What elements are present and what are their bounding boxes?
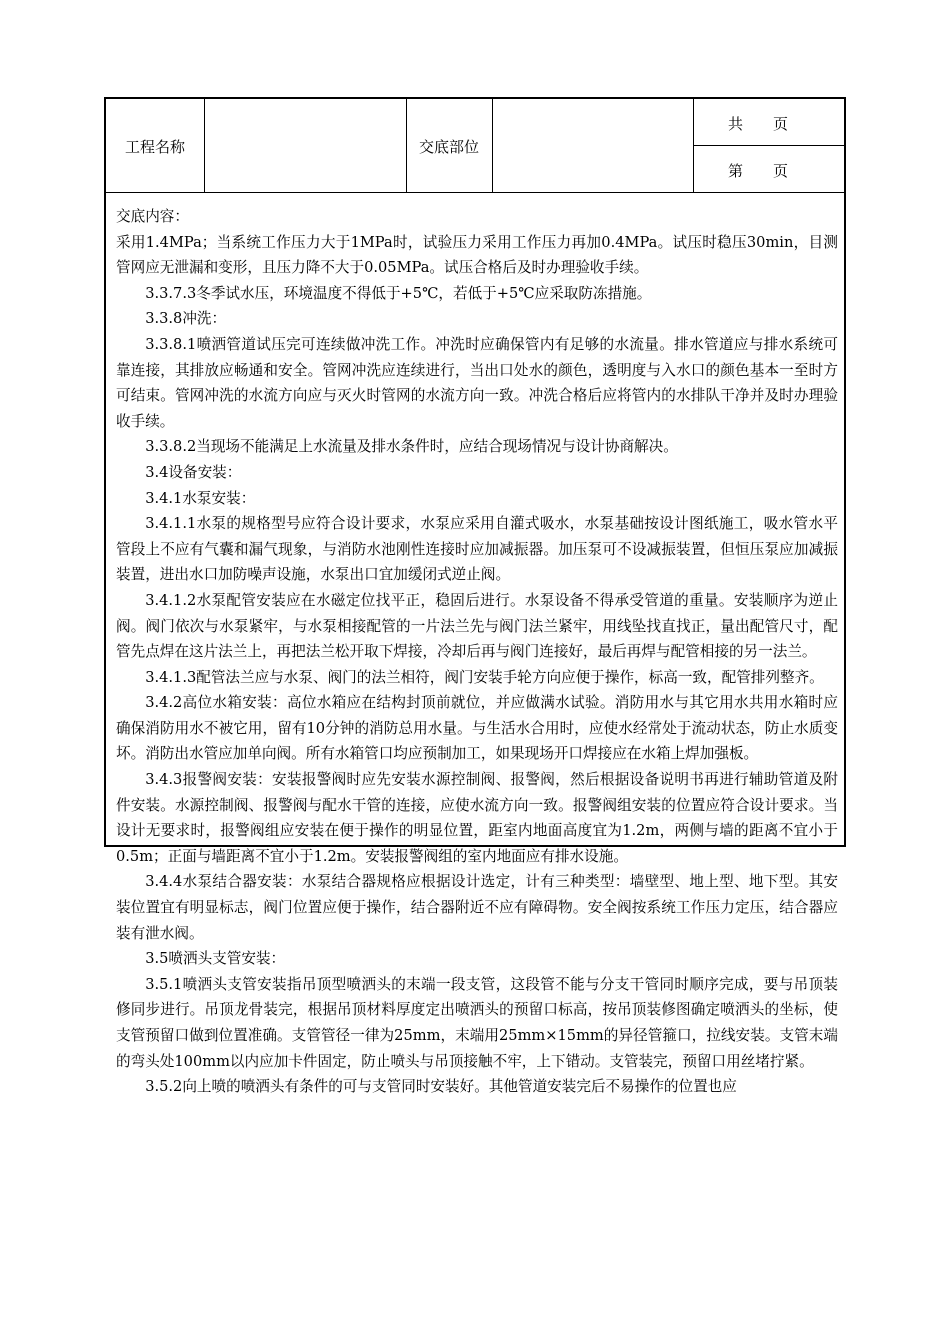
content-paragraph: 3.4.1水泵安装： <box>145 489 256 507</box>
content-paragraph: 3.4.1.1水泵的规格型号应符合设计要求，水泵应采用自灌式吸水，水泵基础按设计图纸施工，吸水管水平管段上不应有气囊和漏气现象，与消防水池刚性连接时应加减振器。加压泵可不设减振装置，但恒压泵应加减振装置，进出水口加防噪声设施，水泵出口宜加缓闭式逆止阀。 <box>116 515 838 584</box>
disclosure-content <box>116 204 838 1100</box>
content-paragraph: 采用1.4MPa；当系统工作压力大于1MPa时，试验压力采用工作压力再加0.4MPa。试压时稳压30min，目测管网应无泄漏和变形，且压力降不大于0.05MPa。试压合格后及时办理验收手续。 <box>116 233 838 277</box>
content-paragraph: 3.3.8.1喷洒管道试压完可连续做冲洗工作。冲洗时应确保管内有足够的水流量。排水管道应与排水系统可靠连接，其排放应畅通和安全。管网冲洗应连续进行，当出口处水的颜色，透明度与入水口的颜色基本一至时方可结束。管网冲洗的水流方向应与灭火时管网的水流方向一致。冲洗合格后应将管内的水排队干净并及时办理验收手续。 <box>116 335 838 430</box>
content-paragraph: 3.5.1喷洒头支管安装指吊顶型喷洒头的末端一段支管，这段管不能与分支干管同时顺序完成，要与吊顶装修同步进行。吊顶龙骨装完，根据吊顶材料厚度定出喷洒头的预留口标高，按吊顶装修图确定喷洒头的坐标，使支管预留口做到位置准确。支管管径一律为25mm，末端用25mm×15mm的异径管箍口，拉线安装。支管末端的弯头处100mm以内应加卡件固定，防止喷头与吊顶接触不牢，上下错动。支管装完，预留口用丝堵拧紧。 <box>116 975 838 1070</box>
content-paragraph: 3.5.2向上喷的喷洒头有条件的可与支管同时安装好。其他管道安装完后不易操作的位置也应 <box>145 1078 737 1096</box>
content-paragraph: 3.4.1.2水泵配管安装应在水磁定位找平正，稳固后进行。水泵设备不得承受管道的重量。安装顺序为逆止阀。阀门依次与水泵紧牢，与水泵相接配管的一片法兰先与阀门法兰紧牢，用线坠找直找正，量出配管尺寸，配管先点焊在这片法兰上，再把法兰松开取下焊接，冷却后再与阀门连接好，最后再焊与配管相接的另一法兰。 <box>116 591 838 661</box>
disclosure-part-label: 交底部位 <box>418 138 479 156</box>
content-paragraph: 3.4设备安装： <box>145 463 242 481</box>
content-paragraph: 3.3.8冲洗： <box>145 310 227 328</box>
content-paragraph: 3.3.8.2当现场不能满足上水流量及排水条件时，应结合现场情况与设计协商解决。 <box>145 438 678 456</box>
content-paragraph: 3.3.7.3冬季试水压，环境温度不得低于+5℃，若低于+5℃应采取防冻措施。 <box>145 284 652 302</box>
content-paragraph: 3.4.1.3配管法兰应与水泵、阀门的法兰相符，阀门安装手轮方向应便于操作，标高一致，配管排列整齐。 <box>145 668 824 686</box>
content-paragraph: 3.4.4水泵结合器安装：水泵结合器规格应根据设计选定，计有三种类型：墙壁型、地上型、地下型。其安装位置宜有明显标志，阀门位置应便于操作，结合器附近不应有障碍物。安全阀按系统工作压力定压，结合器应装有泄水阀。 <box>116 873 838 942</box>
content-paragraph: 3.4.3报警阀安装：安装报警阀时应先安装水源控制阀、报警阀，然后根据设备说明书再进行辅助管道及附件安装。水源控制阀、报警阀与配水干管的连接，应使水流方向一致。报警阀组安装的位置应符合设计要求。当设计无要求时，报警阀组应安装在便于操作的明显位置，距室内地面高度宜为1.2m，两侧与墙的距离不宜小于0.5m；正面与墙距离不宜小于1.2m。安装报警阀组的室内地面应有排水设施。 <box>116 771 838 865</box>
divider <box>693 145 844 146</box>
form-header <box>106 99 844 193</box>
disclosure-part-value[interactable] <box>493 99 693 192</box>
content-paragraph: 3.5喷洒头支管安装： <box>145 950 286 968</box>
page-number-label: 第 页 <box>728 162 789 180</box>
content-paragraph: 3.4.2高位水箱安装：高位水箱应在结构封顶前就位，并应做满水试验。消防用水与其它用水共用水箱时应确保消防用水不被它用，留有10分钟的消防总用水量。与生活水合用时，应使水经常处于流动状态，防止水质变坏。消防出水管应加单向阀。所有水箱管口均应预制加工，如果现场开口焊接应在水箱上焊加强板。 <box>116 694 838 763</box>
project-name-value[interactable] <box>205 99 406 192</box>
total-pages-label: 共 页 <box>728 115 789 133</box>
disclosure-form <box>104 97 846 1096</box>
content-title: 交底内容： <box>116 208 189 225</box>
project-name-label: 工程名称 <box>124 138 185 156</box>
